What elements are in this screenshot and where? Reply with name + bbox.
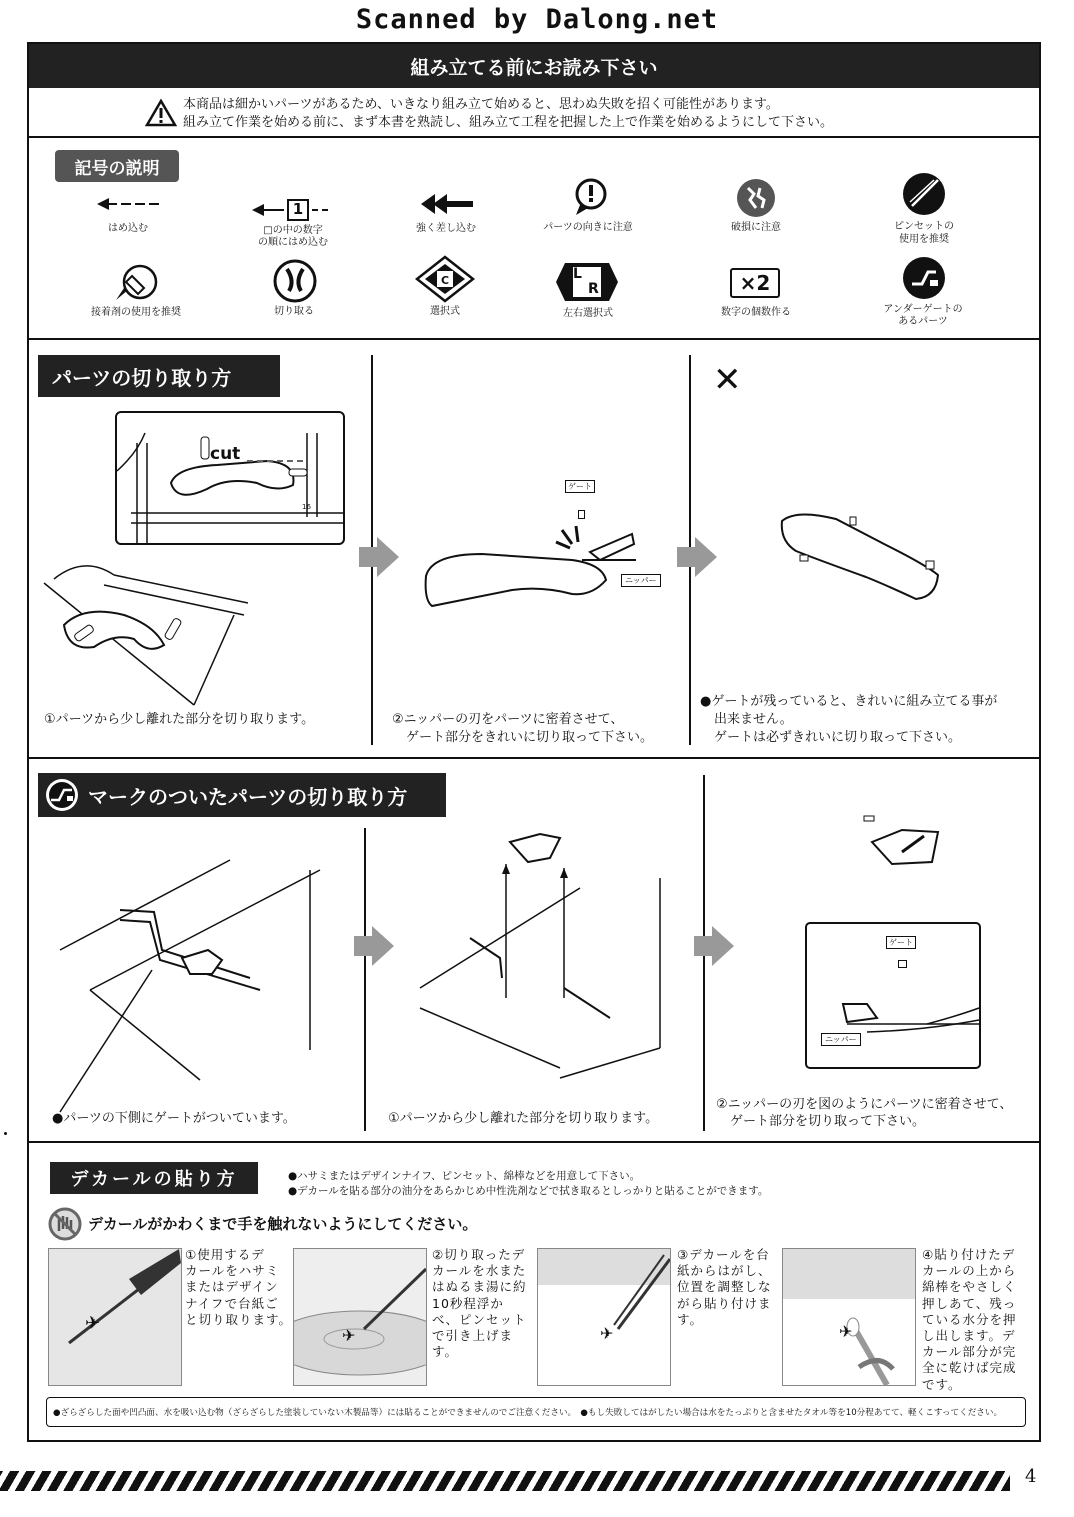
decal-step-4-line: ④貼り付けたデ [922, 1247, 1016, 1262]
runner-closeup-diagram [115, 411, 345, 545]
cutting-step-2-line-1: ②ニッパーの刃をパーツに密着させて、 [392, 712, 624, 727]
undergate-caption-3-line-2: ゲート部分を切り取って下さい。 [730, 1114, 926, 1129]
nipper-cut-diagram [422, 520, 662, 624]
decal-step-3-line: 位置を調整しな [677, 1279, 772, 1295]
leftover-gate-diagram [776, 505, 956, 609]
cutting-step-2-line-2: ゲート部分をきれいに切り取って下さい。 [406, 730, 654, 745]
decal-step-3-line: 紙からはがし、 [677, 1263, 772, 1279]
svg-text:✈: ✈ [839, 1322, 853, 1341]
multiply-text: ×2 [739, 271, 771, 295]
runner-number: 16 [302, 503, 311, 511]
symbol-label-break: 破損に注意 [731, 222, 781, 233]
warning-line-1: 本商品は細かいパーツがあるため、いきなり組み立て始めると、思わぬ失敗を招く可能性があります。 [183, 97, 779, 112]
decal-note-2: ●デカールを貼る部分の油分をあらかじめ中性洗剤などで拭き取るとしっかりと貼ることができます。 [288, 1185, 769, 1197]
undergate-icon [44, 777, 80, 817]
decal-step-2-line: で引き上げま [432, 1328, 514, 1343]
symbol-label-insert: はめ込む [108, 223, 148, 234]
undergate-icon [902, 256, 946, 304]
wrong-mark: ✕ [713, 360, 742, 400]
decal-step-3-line: がら貼り付けま [677, 1295, 772, 1311]
nipper-icon [273, 259, 317, 307]
decal-step-4-line: 綿棒をやさしく [922, 1279, 1017, 1295]
decal-step-1-image [48, 1248, 182, 1386]
bottom-stripe-band [0, 1471, 1010, 1491]
decal-step-4-line: ている水分を押 [922, 1311, 1017, 1327]
warning-icon [146, 99, 176, 131]
undergate-title: マークのついたパーツの切り取り方 [38, 773, 446, 817]
gate-label: ゲート [886, 936, 916, 949]
symbols-title: 記号の説明 [55, 150, 179, 182]
svg-text:✈: ✈ [600, 1324, 614, 1343]
divider [27, 338, 1041, 340]
runner-sprue-diagram [44, 555, 254, 709]
cutting-title: パーツの切り取り方 [38, 355, 280, 397]
decal-step-4-line: し出します。デ [922, 1328, 1016, 1343]
warning-line-2: 組み立て作業を始める前に、まず本書を熟読し、組み立て工程を把握した上で作業を始めるようにして下さい。 [183, 115, 834, 130]
column-divider [364, 828, 366, 1131]
break-icon [736, 178, 776, 222]
gate-marker [578, 510, 585, 519]
flow-arrow-icon [694, 926, 734, 970]
decal-step-4-image [782, 1248, 916, 1386]
undergate-caption-3-line-1: ②ニッパーの刃を図のようにパーツに密着させて、 [716, 1097, 1013, 1112]
undergate-caption-2: ①パーツから少し離れた部分を切り取ります。 [388, 1111, 659, 1126]
cut-label: cut [210, 444, 241, 464]
decal-step-2-line: べ、ピンセット [432, 1311, 527, 1327]
page-title: 組み立てる前にお読み下さい [29, 44, 1039, 88]
symbol-label-order-1: □の中の数字 [263, 225, 323, 236]
decal-step-4-line: カール部分が完 [922, 1344, 1017, 1360]
multiply-icon [730, 268, 780, 298]
cutting-step-1: ①パーツから少し離れた部分を切り取ります。 [44, 712, 315, 727]
flow-arrow-icon [354, 926, 394, 970]
lr-left: L [573, 266, 582, 282]
symbol-label-direction: パーツの向きに注意 [543, 222, 633, 233]
gate-label: ゲート [565, 480, 595, 493]
decal-step-3-line: ③デカールを台 [677, 1247, 770, 1262]
decal-step-3-line: す。 [677, 1311, 704, 1327]
symbol-label-order-2: の順にはめ込む [258, 237, 328, 248]
undergate-lift-diagram [410, 828, 700, 1092]
svg-text:✈: ✈ [85, 1313, 101, 1334]
no-touch-icon [48, 1207, 82, 1245]
flow-arrow-icon [677, 537, 717, 581]
lr-select-icon [555, 262, 619, 306]
symbol-label-select: 選択式 [430, 306, 460, 317]
decal-title: デカールの貼り方 [50, 1162, 258, 1194]
lr-right: R [588, 281, 599, 297]
cutting-note-line-2: 出来ません。 [714, 712, 793, 727]
tweezers-icon [902, 172, 946, 220]
decal-step-1-line: ナイフで台紙ご [185, 1295, 279, 1311]
symbol-label-multiply: 数字の個数作る [721, 307, 791, 318]
decal-step-2-line: はぬるま湯に約 [432, 1279, 527, 1295]
decal-step-1-line: カールをハサミ [185, 1263, 280, 1279]
undergate-runner-diagram [50, 850, 350, 1094]
symbol-label-tweezers-1: ピンセットの [894, 221, 954, 232]
symbol-label-undergate-1: アンダーゲートの [883, 304, 963, 315]
divider [27, 136, 1041, 138]
decal-step-1-line: またはデザイン [185, 1279, 279, 1295]
decal-step-3-image [537, 1248, 671, 1386]
symbol-label-undergate-2: あるパーツ [898, 316, 948, 327]
scan-speck [4, 1132, 7, 1135]
exclamation-icon [570, 177, 612, 223]
decal-step-1-line: ①使用するデ [185, 1247, 265, 1262]
arrow-left-icon [97, 194, 161, 218]
nipper-label: ニッパー [821, 1033, 861, 1046]
glue-icon [114, 264, 158, 308]
cutting-note-line-3: ゲートは必ずきれいに切り取って下さい。 [714, 730, 962, 745]
gate-marker [898, 960, 907, 968]
undergate-part-diagram [862, 812, 952, 876]
divider [27, 757, 1041, 759]
flow-arrow-icon [359, 537, 399, 581]
decal-step-2-line: ②切り取ったデ [432, 1247, 526, 1262]
decal-step-1-line: と切り取ります。 [185, 1311, 293, 1327]
svg-text:C: C [440, 274, 450, 287]
decal-step-2-line: 10秒程浮か [432, 1295, 504, 1311]
symbol-number: 1 [292, 200, 304, 218]
decal-step-4-line: カールの上から [922, 1263, 1017, 1279]
svg-text:✈: ✈ [342, 1326, 356, 1345]
symbol-label-tweezers-2: 使用を推奨 [899, 234, 949, 245]
page-number: 4 [1025, 1466, 1037, 1487]
decal-step-4-line: 押しあて、残っ [922, 1295, 1017, 1311]
decal-step-2-line: す。 [432, 1344, 459, 1360]
symbol-label-cut: 切り取る [274, 306, 314, 317]
undergate-caption-1: ●パーツの下側にゲートがついています。 [52, 1111, 296, 1126]
decal-step-4-line: 全に乾けば完成 [922, 1360, 1017, 1376]
symbol-label-lr: 左右選択式 [563, 308, 613, 319]
symbol-label-push: 強く差し込む [416, 223, 476, 234]
decal-footer-note: ●ざらざらした面や凹凸面、水を吸い込む物（ざらざらした塗装していない木製品等）には貼ることができませんのでご注意ください。 ●もし失敗してはがしたい場合は水をたっぷりと含ませたタオル等を10分程あてて、軽くこすってください。 [46, 1397, 1026, 1427]
select-icon [416, 256, 474, 306]
double-arrow-icon [421, 192, 475, 220]
decal-step-2-image [293, 1248, 427, 1386]
decal-caution: デカールがかわくまで手を触れないようにしてください。 [88, 1215, 478, 1233]
decal-note-1: ●ハサミまたはデザインナイフ、ピンセット、綿棒などを用意して下さい。 [288, 1170, 641, 1182]
decal-step-2-line: カールを水また [432, 1263, 527, 1279]
symbol-label-glue: 接着剤の使用を推奨 [91, 307, 181, 318]
cutting-note-line-1: ●ゲートが残っていると、きれいに組み立てる事が [700, 694, 998, 709]
scan-credit: Scanned by Dalong.net [355, 4, 719, 35]
nipper-label: ニッパー [621, 574, 661, 587]
decal-step-4-line: です。 [922, 1376, 962, 1392]
divider [27, 1141, 1041, 1143]
